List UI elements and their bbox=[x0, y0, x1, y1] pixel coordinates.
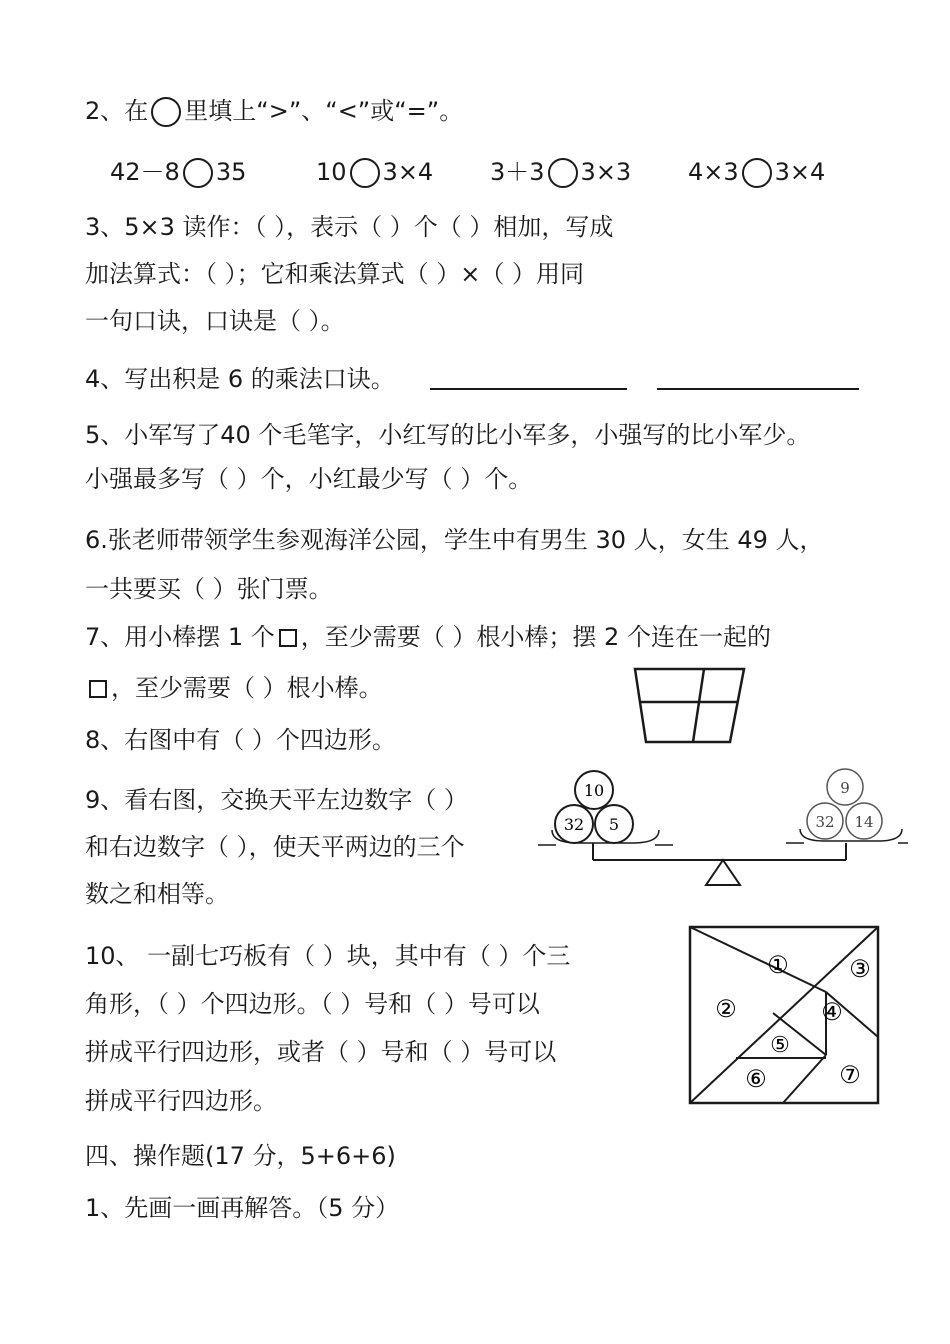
piece-label-3: ③ bbox=[849, 955, 871, 983]
q10-line-2: 角形，（ ）个四边形。（ ）号和（ ）号可以 bbox=[85, 990, 540, 1018]
balance-figure bbox=[538, 765, 908, 890]
q7-line-1: 7、用小棒摆 1 个 ，至少需要（ ）根小棒；摆 2 个连在一起的 bbox=[85, 623, 771, 651]
q6-line-1: 6.张老师带领学生参观海洋公园，学生中有男生 30 人，女生 49 人， bbox=[85, 526, 824, 554]
section4-title: 四、操作题(17 分，5+6+6) bbox=[85, 1142, 396, 1170]
q9-line-1: 9、看右图，交换天平左边数字（ ） bbox=[85, 786, 468, 814]
piece-label-5: ⑤ bbox=[770, 1033, 790, 1058]
op1-line: 1、先画一画再解答。（5 分） bbox=[85, 1194, 400, 1222]
piece-label-1: ① bbox=[767, 951, 789, 979]
q7-line-2: ，至少需要（ ）根小棒。 bbox=[85, 673, 383, 703]
ball-left-bottom-right bbox=[595, 805, 633, 843]
q4-text: 4、写出积是 6 的乘法口诀。 bbox=[85, 365, 395, 393]
ball-left-top bbox=[575, 771, 613, 809]
circle-blank[interactable] bbox=[742, 158, 772, 188]
trapezoid-figure bbox=[630, 664, 750, 748]
square-icon bbox=[279, 629, 297, 647]
circle-blank[interactable] bbox=[548, 158, 578, 188]
svg-text:32: 32 bbox=[815, 813, 835, 831]
ball-right-bottom-left bbox=[807, 803, 843, 839]
circle-blank[interactable] bbox=[183, 158, 213, 188]
square-icon bbox=[89, 680, 107, 698]
q6-line-2: 一共要买（ ）张门票。 bbox=[85, 575, 333, 603]
q2-line bbox=[85, 96, 463, 127]
q4-line bbox=[85, 364, 395, 394]
q2-expr-4: 4×3 3×4 bbox=[688, 158, 826, 186]
answer-line-2[interactable] bbox=[657, 388, 859, 390]
q2-expr-1: 42－8 35 bbox=[110, 158, 247, 186]
q9-line-3: 数之和相等。 bbox=[85, 880, 229, 908]
tangram-figure bbox=[688, 925, 880, 1107]
svg-text:14: 14 bbox=[854, 813, 874, 831]
q2-suffix: 里填上“>”、“<”或“=”。 bbox=[184, 97, 464, 125]
q3-line-2: 加法算式：（ ）；它和乘法算式（ ）×（ ）用同 bbox=[85, 260, 584, 288]
answer-line-1[interactable] bbox=[430, 388, 627, 390]
q3-line-1: 3、5×3 读作：（ ），表示（ ）个（ ）相加，写成 bbox=[85, 213, 614, 241]
ball-right-bottom-right bbox=[846, 803, 882, 839]
svg-text:32: 32 bbox=[563, 815, 585, 834]
q5-line-2: 小强最多写（ ）个，小红最少写（ ）个。 bbox=[85, 465, 533, 493]
ball-right-top bbox=[827, 769, 863, 805]
piece-label-2: ② bbox=[715, 995, 737, 1023]
q10-line-3: 拼成平行四边形，或者（ ）号和（ ）号可以 bbox=[85, 1038, 557, 1066]
q5-line-1: 5、小军写了40 个毛笔字，小红写的比小军多，小强写的比小军少。 bbox=[85, 421, 811, 449]
piece-label-7: ⑦ bbox=[839, 1061, 861, 1089]
circle-blank[interactable] bbox=[350, 158, 380, 188]
piece-label-4: ④ bbox=[821, 998, 843, 1026]
q9-line-2: 和右边数字（ ），使天平两边的三个 bbox=[85, 833, 465, 861]
q2-expr-3: 3＋3 3×3 bbox=[490, 158, 632, 186]
circle-blank bbox=[151, 97, 181, 127]
q10-line-1: 10、 一副七巧板有（ ）块，其中有（ ）个三 bbox=[85, 942, 571, 970]
q2-prefix: 2、在 bbox=[85, 97, 149, 125]
ball-left-bottom-left bbox=[555, 805, 593, 843]
svg-text:5: 5 bbox=[608, 815, 620, 834]
q10-line-4: 拼成平行四边形。 bbox=[85, 1087, 277, 1115]
q2-expr-2: 10 3×4 bbox=[316, 158, 434, 186]
svg-text:10: 10 bbox=[583, 781, 605, 800]
q3-line-3: 一句口诀，口诀是（ ）。 bbox=[85, 307, 345, 335]
q8-line: 8、右图中有（ ）个四边形。 bbox=[85, 726, 396, 754]
svg-text:9: 9 bbox=[840, 779, 850, 797]
piece-label-6: ⑥ bbox=[745, 1065, 767, 1093]
